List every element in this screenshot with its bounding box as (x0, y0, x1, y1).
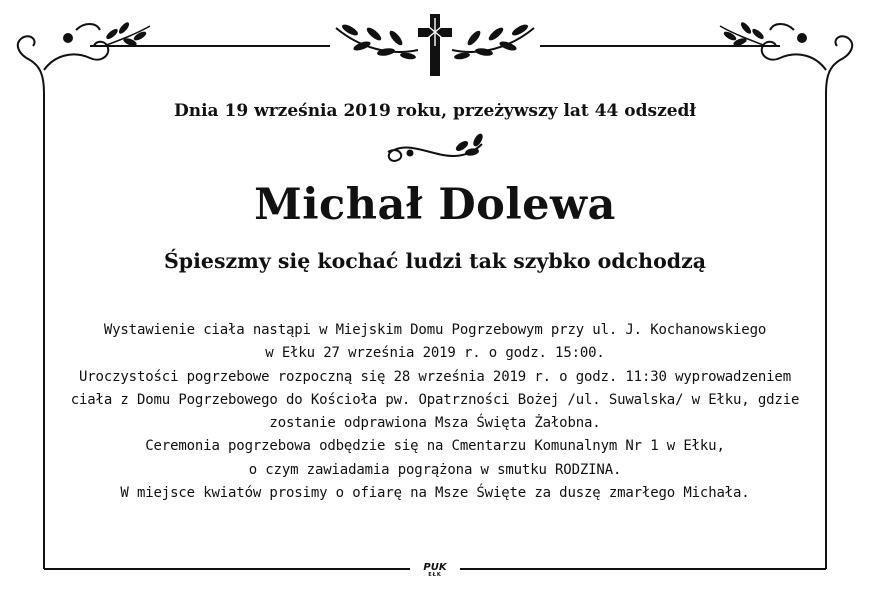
death-notice-intro: Dnia 19 września 2019 roku, przeżywszy lat 44 odszedł (174, 101, 696, 121)
memorial-motto: Śpieszmy się kochać ludzi tak szybko odchodzą (163, 249, 707, 273)
details-line: Wystawienie ciała nastąpi w Miejskim Domu Pogrzebowym przy ul. J. Kochanowskiego (103, 322, 767, 338)
details-line: w Ełku 27 września 2019 r. o godz. 15:00. (265, 345, 605, 362)
details-line: zostanie odprawiona Msza Święta Żałobna. (269, 415, 601, 432)
olive-branch-icon (720, 21, 766, 48)
details-line: ciała z Domu Pogrzebowego do Kościoła pw. Opatrzności Bożej /ul. Suwalska/ w Ełku, gdzie (70, 391, 800, 408)
deceased-name: Michał Dolewa (254, 180, 616, 230)
flourish-icon (388, 134, 483, 161)
details-line: W miejsce kwiatów prosimy o ofiarę na Msze Święte za duszę zmarłego Michała. (120, 485, 750, 502)
olive-branch-icon (104, 21, 150, 48)
details-line: Ceremonia pogrzebowa odbędzie się na Cmentarzu Komunalnym Nr 1 w Ełku, (145, 438, 725, 455)
cross-icon (418, 14, 452, 76)
details-line: o czym zawiadamia pogrążona w smutku RODZINA. (248, 461, 622, 478)
olive-branch-icon (452, 22, 534, 60)
logo-main-text: PUK (423, 562, 447, 573)
puk-logo (419, 563, 451, 578)
funeral-details (40, 319, 830, 505)
details-line: Uroczystości pogrzebowe rozpoczną się 28 września 2019 r. o godz. 11:30 wyprowadzeniem (79, 368, 791, 385)
olive-branch-icon (336, 22, 418, 60)
logo-sub-text: EŁK (428, 572, 442, 578)
